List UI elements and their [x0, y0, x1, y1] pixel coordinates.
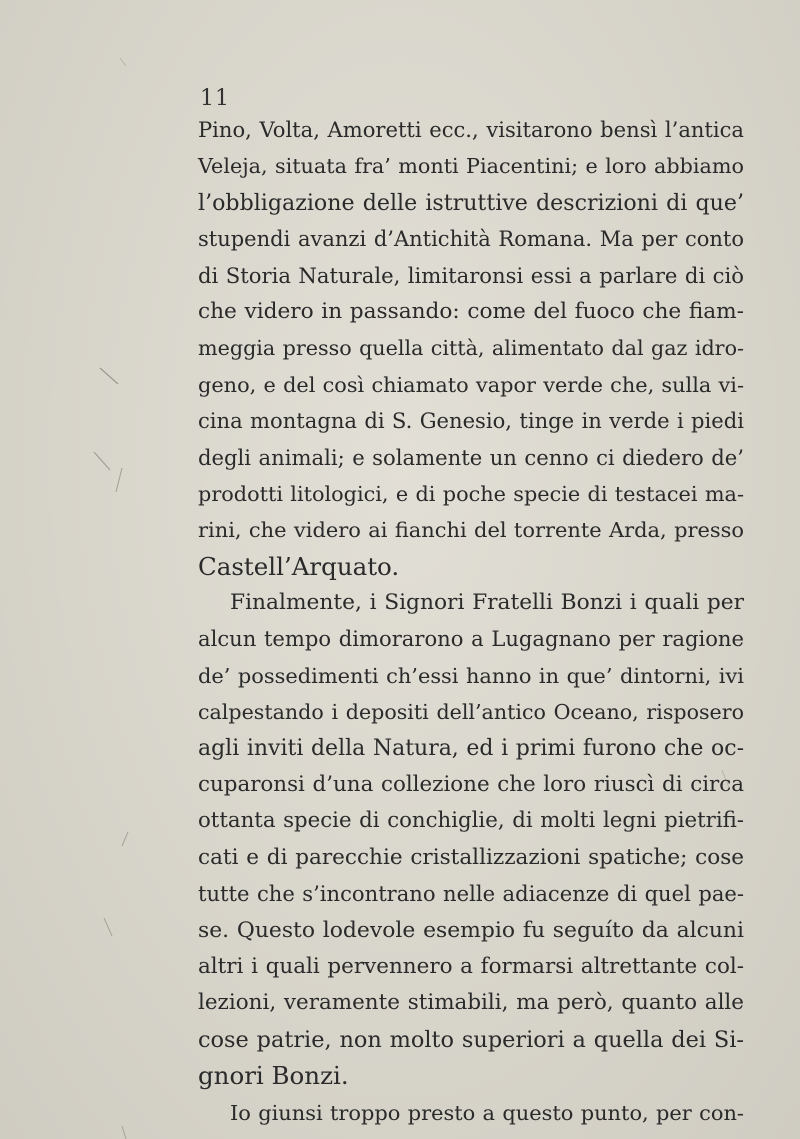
text-line: l’obbligazione delle istruttive descrizioni di que’	[198, 189, 744, 216]
body-text	[198, 112, 744, 1131]
text-line: lezioni, veramente stimabili, ma però, quanto alle	[198, 990, 744, 1016]
text-line: alcun tempo dimorarono a Lugagnano per ragione	[198, 626, 744, 652]
text-line: cati e di parecchie cristallizzazioni spatiche; cose	[198, 844, 744, 870]
text-line: che videro in passando: come del fuoco che fiam-	[198, 298, 744, 324]
text-line: cina montagna di S. Genesio, tinge in verde i piedi	[198, 408, 744, 434]
paragraph-3	[198, 1095, 744, 1131]
text-line: gnori Bonzi.	[198, 1061, 349, 1091]
text-line: meggia presso quella città, alimentato dal gaz idro-	[198, 336, 744, 361]
text-line: Veleja, situata fra’ monti Piacentini; e loro abbiamo	[198, 154, 744, 179]
text-line: de’ possedimenti ch’essi hanno in que’ dintorni, ivi	[198, 663, 744, 688]
text-line: altri i quali pervennero a formarsi altrettante col-	[198, 953, 744, 979]
paragraph-1	[198, 112, 744, 585]
text-line: geno, e del così chiamato vapor verde che, sulla vi-	[198, 372, 744, 397]
text-line: di Storia Naturale, limitaronsi essi a parlare di ciò	[198, 262, 744, 288]
text-line: agli inviti della Natura, ed i primi furono che oc-	[198, 735, 744, 761]
page-number: 11	[200, 86, 230, 111]
paragraph-2	[198, 585, 744, 1094]
text-line: prodotti litologici, e di poche specie di testacei ma-	[198, 481, 744, 506]
text-line: degli animali; e solamente un cenno ci diedero de’	[198, 444, 744, 470]
text-line: Finalmente, i Signori Fratelli Bonzi i quali per	[230, 590, 744, 616]
text-line: rini, che videro ai fianchi del torrente Arda, presso	[198, 518, 744, 543]
text-line: Io giunsi troppo presto a questo punto, per con-	[230, 1100, 744, 1125]
text-line: stupendi avanzi d’Antichità Romana. Ma per conto	[198, 226, 744, 252]
text-line: Castell’Arquato.	[198, 551, 400, 581]
text-line: se. Questo lodevole esempio fu seguíto da alcuni	[198, 917, 744, 943]
text-line: Pino, Volta, Amoretti ecc., visitarono bensì l’antica	[198, 117, 744, 142]
text-line: cuparonsi d’una collezione che loro riuscì di circa	[198, 772, 744, 798]
text-line: tutte che s’incontrano nelle adiacenze di quel pae-	[198, 881, 744, 907]
text-line: ottanta specie di conchiglie, di molti legni pietrifi-	[198, 808, 744, 834]
text-line: cose patrie, non molto superiori a quella dei Si-	[198, 1026, 744, 1053]
text-line: calpestando i depositi dell’antico Oceano, risposero	[198, 700, 744, 725]
